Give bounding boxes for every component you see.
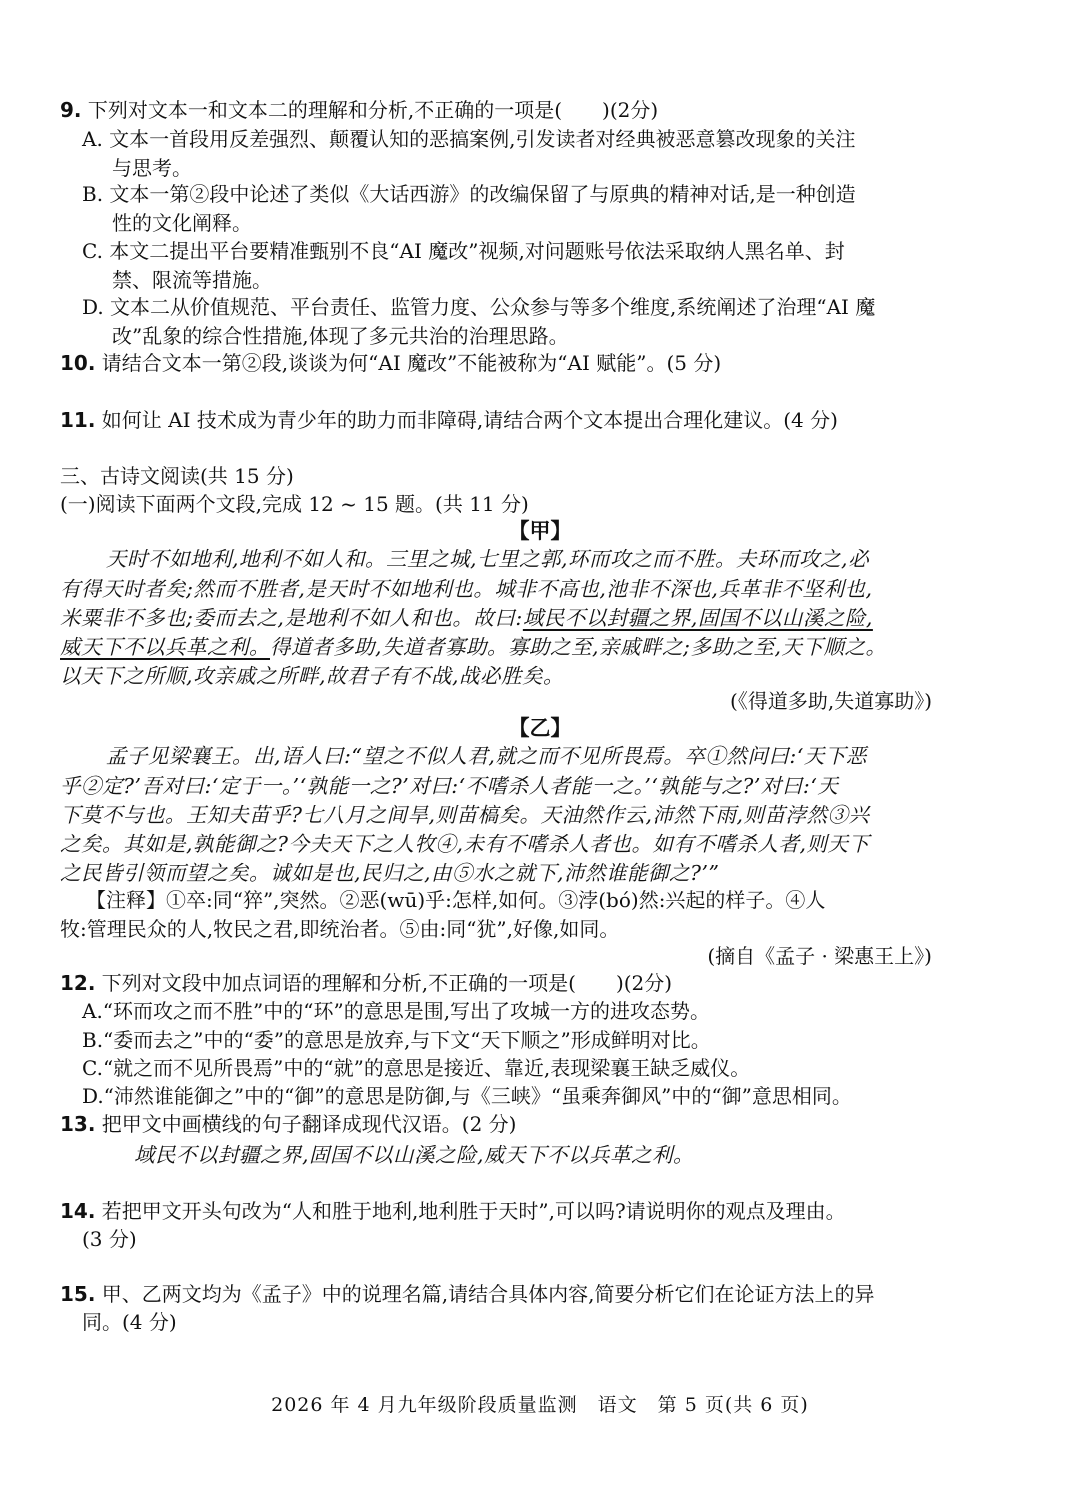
question-stem: 下列对文本一和文本二的理解和分析,不正确的一项是( )(2分) <box>87 98 659 122</box>
underlined-sentence: 威天下不以兵革之利。 <box>60 635 270 659</box>
passage-yi-line: 下莫不与也。王知夫苗乎?七八月之间旱,则苗槁矣。天油然作云,沛然下雨,则苗浡然③兴 <box>60 803 870 827</box>
question-text: 把甲文中画横线的句子翻译成现代汉语。(2 分) <box>101 1112 517 1136</box>
question-number: 10. <box>60 351 96 375</box>
passage-jia-heading: 【甲】 <box>508 518 572 543</box>
question-number: 15. <box>60 1282 96 1306</box>
passage-jia-line <box>60 604 940 633</box>
option-c-line1: C. 本文二提出平台要精准甄别不良“AI 魔改”视频,对问题账号依法采取纳人黑名单、封 <box>82 239 845 263</box>
section-subtitle: (一)阅读下面两个文段,完成 12 ~ 15 题。(共 11 分) <box>60 492 529 516</box>
passage-yi-line: 之民皆引领而望之矣。诚如是也,民归之,由⑤水之就下,沛然谁能御之?’” <box>60 861 720 885</box>
option-a-line2: 与思考。 <box>112 156 192 180</box>
question-15 <box>60 1280 940 1309</box>
question-number: 9. <box>60 98 82 122</box>
option-b-line2: 性的文化阐释。 <box>112 211 252 235</box>
passage-text: 得道者多助,失道者寡助。寡助之至,亲戚畔之;多助之至,天下顺之。 <box>270 635 887 659</box>
question-14-score: (3 分) <box>82 1227 137 1251</box>
question-14 <box>60 1197 940 1226</box>
option-a: A.“环而攻之而不胜”中的“环”的意思是围,写出了攻城一方的进攻态势。 <box>82 999 711 1023</box>
question-stem: 下列对文段中加点词语的理解和分析,不正确的一项是( )(2分) <box>101 971 673 995</box>
option-b-line1: B. 文本一第②段中论述了类似《大话西游》的改编保留了与原典的精神对话,是一种创造 <box>82 182 856 206</box>
question-number: 12. <box>60 971 96 995</box>
option-d: D.“沛然谁能御之”中的“御”的意思是防御,与《三峡》“虽乘奔御风”中的“御”意思相同。 <box>82 1084 852 1108</box>
annotation-line: 牧:管理民众的人,牧民之君,即统治者。⑤由:同“犹”,好像,如同。 <box>60 917 620 941</box>
passage-yi-line: 乎②定?’吾对曰:‘定于一。’‘孰能一之?’对曰:‘不嗜杀人者能一之。’‘孰能与之?’对曰:‘天 <box>60 774 839 798</box>
question-text: 甲、乙两文均为《孟子》中的说理名篇,请结合具体内容,简要分析它们在论证方法上的异 <box>101 1282 875 1306</box>
page-footer: 2026 年 4 月九年级阶段质量监测 语文 第 5 页(共 6 页) <box>271 1394 809 1416</box>
passage-jia-line: 以天下之所顺,攻亲戚之所畔,故君子有不战,战必胜矣。 <box>60 664 565 688</box>
option-c-line2: 禁、限流等措施。 <box>112 268 272 292</box>
question-12 <box>60 969 940 998</box>
question-13 <box>60 1110 940 1139</box>
option-c: C.“就之而不见所畏焉”中的“就”的意思是接近、靠近,表现梁襄王缺乏威仪。 <box>82 1056 751 1080</box>
question-text: 请结合文本一第②段,谈谈为何“AI 魔改”不能被称为“AI 赋能”。(5 分) <box>101 351 722 375</box>
question-number: 11. <box>60 408 96 432</box>
underlined-sentence: 域民不以封疆之界,固国不以山溪之险, <box>522 606 873 630</box>
passage-jia-source: (《得道多助,失道寡助》) <box>730 689 932 713</box>
passage-jia-line <box>60 633 940 662</box>
option-a-line1: A. 文本一首段用反差强烈、颠覆认知的恶搞案例,引发读者对经典被恶意篡改现象的关注 <box>82 127 856 151</box>
annotation-line: 【注释】①卒:同“猝”,突然。②恶(wū)乎:怎样,如何。③浡(bó)然:兴起的样子。④人 <box>86 888 826 912</box>
question-number: 14. <box>60 1199 96 1223</box>
option-d-line1: D. 文本二从价值规范、平台责任、监管力度、公众参与等多个维度,系统阐述了治理“AI 魔 <box>82 295 876 319</box>
option-b: B.“委而去之”中的“委”的意思是放弃,与下文“天下顺之”形成鲜明对比。 <box>82 1028 711 1052</box>
question-text: 如何让 AI 技术成为青少年的助力而非障碍,请结合两个文本提出合理化建议。(4 分) <box>101 408 838 432</box>
passage-yi-line: 之矣。其如是,孰能御之?今夫天下之人牧④,未有不嗜杀人者也。如有不嗜杀人者,则天下 <box>60 832 870 856</box>
option-d-line2: 改”乱象的综合性措施,体现了多元共治的治理思路。 <box>112 324 569 348</box>
passage-jia-line: 天时不如地利,地利不如人和。三里之城,七里之郭,环而攻之而不胜。夫环而攻之,必 <box>106 547 870 571</box>
passage-yi-source: (摘自《孟子 · 梁惠王上》) <box>707 944 932 968</box>
translation-sentence: 域民不以封疆之界,固国不以山溪之险,威天下不以兵革之利。 <box>134 1143 695 1167</box>
passage-text: 米粟非不多也;委而去之,是地利不如人和也。故曰: <box>60 606 523 630</box>
passage-yi-line: 孟子见梁襄王。出,语人曰:“望之不似人君,就之而不见所畏焉。卒①然问曰:‘天下恶 <box>106 744 867 768</box>
question-11 <box>60 406 940 435</box>
question-text: 若把甲文开头句改为“人和胜于地利,地利胜于天时”,可以吗?请说明你的观点及理由。 <box>101 1199 846 1223</box>
question-9 <box>60 96 940 125</box>
passage-jia-line: 有得天时者矣;然而不胜者,是天时不如地利也。城非不高也,池非不深也,兵革非不坚利也, <box>60 577 873 601</box>
passage-yi-heading: 【乙】 <box>508 715 572 740</box>
question-number: 13. <box>60 1112 96 1136</box>
question-10 <box>60 349 940 378</box>
section-title: 三、古诗文阅读(共 15 分) <box>60 464 294 488</box>
question-15-line2: 同。(4 分) <box>82 1310 177 1334</box>
